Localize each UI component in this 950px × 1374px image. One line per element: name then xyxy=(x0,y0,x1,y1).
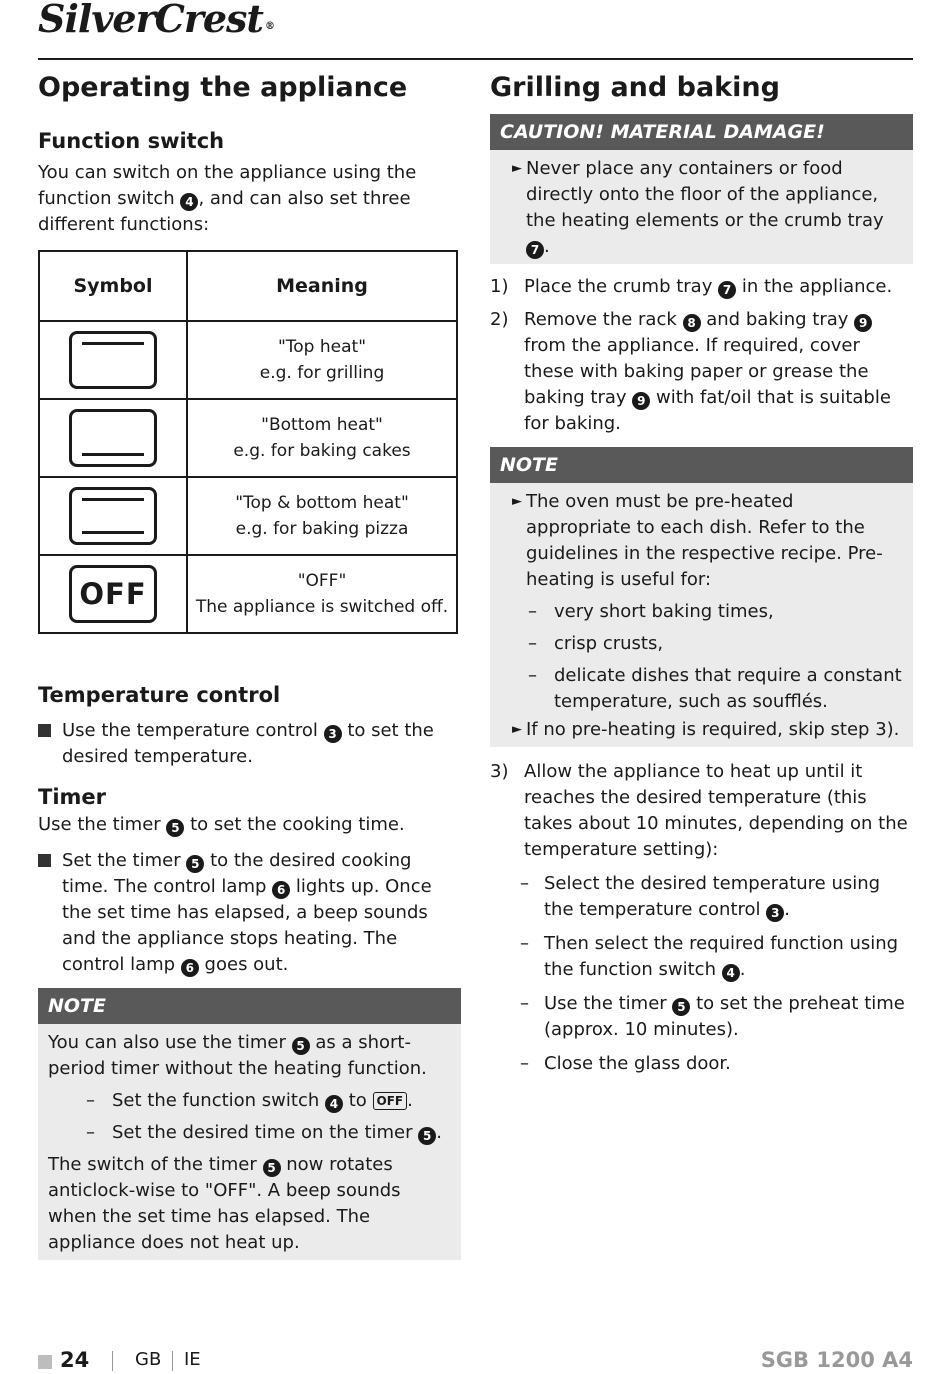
step-3-dash-item: – Select the desired temperature using the temperature control 3 . xyxy=(520,873,881,920)
step-1: 1) Place the crumb tray 7 in the appliance. xyxy=(490,276,893,297)
arrow-bullet-icon: ► xyxy=(512,494,522,509)
square-bullet-icon xyxy=(38,724,51,737)
note-dash-item: – crisp crusts, xyxy=(528,633,664,654)
caution-box xyxy=(490,114,913,264)
footer-lang-ie: IE xyxy=(184,1349,201,1370)
section-title-operating: Operating the appliance xyxy=(38,72,408,103)
function-switch-text: You can switch on the appliance using the function switch 4 , and can also set three different functions: xyxy=(38,162,417,235)
note-dash-item: – Set the desired time on the timer 5 . xyxy=(86,1122,442,1143)
caution-text: ► Never place any containers or food directly onto the floor of the appliance, the heating elements or the crumb tray 7 . xyxy=(512,158,884,257)
brand-logo: SilverCrest ® xyxy=(38,0,274,41)
footer-square-icon xyxy=(38,1355,52,1369)
note-dash-item: – delicate dishes that require a constant temperature, such as soufflés. xyxy=(528,665,902,712)
bottom-heat-icon xyxy=(69,409,157,467)
table-row: "Bottom heat" e.g. for baking cakes xyxy=(39,399,457,477)
caution-heading: CAUTION! MATERIAL DAMAGE! xyxy=(490,114,913,150)
timer-intro: Use the timer 5 to set the cooking time. xyxy=(38,814,405,835)
step-3-dash-item: – Close the glass door. xyxy=(520,1053,731,1074)
arrow-bullet-icon: ► xyxy=(512,161,522,176)
note-paragraph: You can also use the timer 5 as a short-period timer without the heating function. xyxy=(48,1032,427,1079)
footer-lang-gb: GB xyxy=(135,1349,162,1370)
off-icon: OFF xyxy=(69,565,157,623)
table-row: "Top heat" e.g. for grilling xyxy=(39,321,457,399)
timer-bullet: Set the timer 5 to the desired cooking time. The control lamp 6 lights up. Once the set time has elapsed, a beep sounds and the appliance stops heating. The control lamp 6 goes out. xyxy=(38,848,461,978)
table-header-symbol: Symbol xyxy=(39,251,187,321)
heading-timer: Timer xyxy=(38,785,107,809)
heading-temperature-control: Temperature control xyxy=(38,683,281,707)
off-icon-small: OFF xyxy=(373,1092,408,1110)
ref-number: 4 xyxy=(180,193,198,211)
header-rule xyxy=(38,58,913,60)
step-3: 3) Allow the appliance to heat up until it reaches the desired temperature (this takes about 10 minutes, depending on the temperature setting): xyxy=(490,761,908,860)
square-bullet-icon xyxy=(38,854,51,867)
footer-divider xyxy=(112,1351,113,1371)
page-number: 24 xyxy=(60,1348,90,1372)
left-column xyxy=(38,66,461,1260)
note-dash-item: – Set the function switch 4 to OFF . xyxy=(86,1090,413,1111)
arrow-bullet-icon: ► xyxy=(512,722,522,737)
note-paragraph: The switch of the timer 5 now rotates anticlock-wise to "OFF". A beep sounds when the set time has elapsed. The appliance does not heat up. xyxy=(48,1154,401,1253)
note-heading: NOTE xyxy=(490,447,913,483)
symbol-table xyxy=(38,250,458,634)
top-bottom-heat-icon xyxy=(69,487,157,545)
top-heat-icon xyxy=(69,331,157,389)
table-row: OFF "OFF" The appliance is switched off. xyxy=(39,555,457,633)
note-box-timer xyxy=(38,988,461,1260)
section-title-grilling: Grilling and baking xyxy=(490,72,780,103)
note-bullet: ► If no pre-heating is required, skip step 3). xyxy=(502,717,903,743)
heading-function-switch: Function switch xyxy=(38,129,225,153)
note-heading: NOTE xyxy=(38,988,461,1024)
note-bullet: ► The oven must be pre-heated appropriate to each dish. Refer to the guidelines in the respective recipe. Pre-heating is useful for: xyxy=(512,491,883,590)
step-2: 2) Remove the rack 8 and baking tray 9 from the appliance. If required, cover these with baking paper or grease the baking tray 9 with fat/oil that is suitable for baking. xyxy=(490,309,891,434)
step-3-dash-item: – Then select the required function using the function switch 4 . xyxy=(520,933,899,980)
table-header-meaning: Meaning xyxy=(187,251,457,321)
footer-divider xyxy=(172,1351,173,1371)
page-footer xyxy=(38,1347,913,1374)
note-box-preheat xyxy=(490,447,913,747)
temperature-bullet: Use the temperature control 3 to set the desired temperature. xyxy=(38,718,461,770)
note-dash-item: – very short baking times, xyxy=(528,601,774,622)
right-column xyxy=(490,66,913,1077)
step-3-dash-item: – Use the timer 5 to set the preheat time (approx. 10 minutes). xyxy=(520,993,905,1040)
model-number: SGB 1200 A4 xyxy=(760,1348,913,1372)
table-row: "Top & bottom heat" e.g. for baking pizza xyxy=(39,477,457,555)
